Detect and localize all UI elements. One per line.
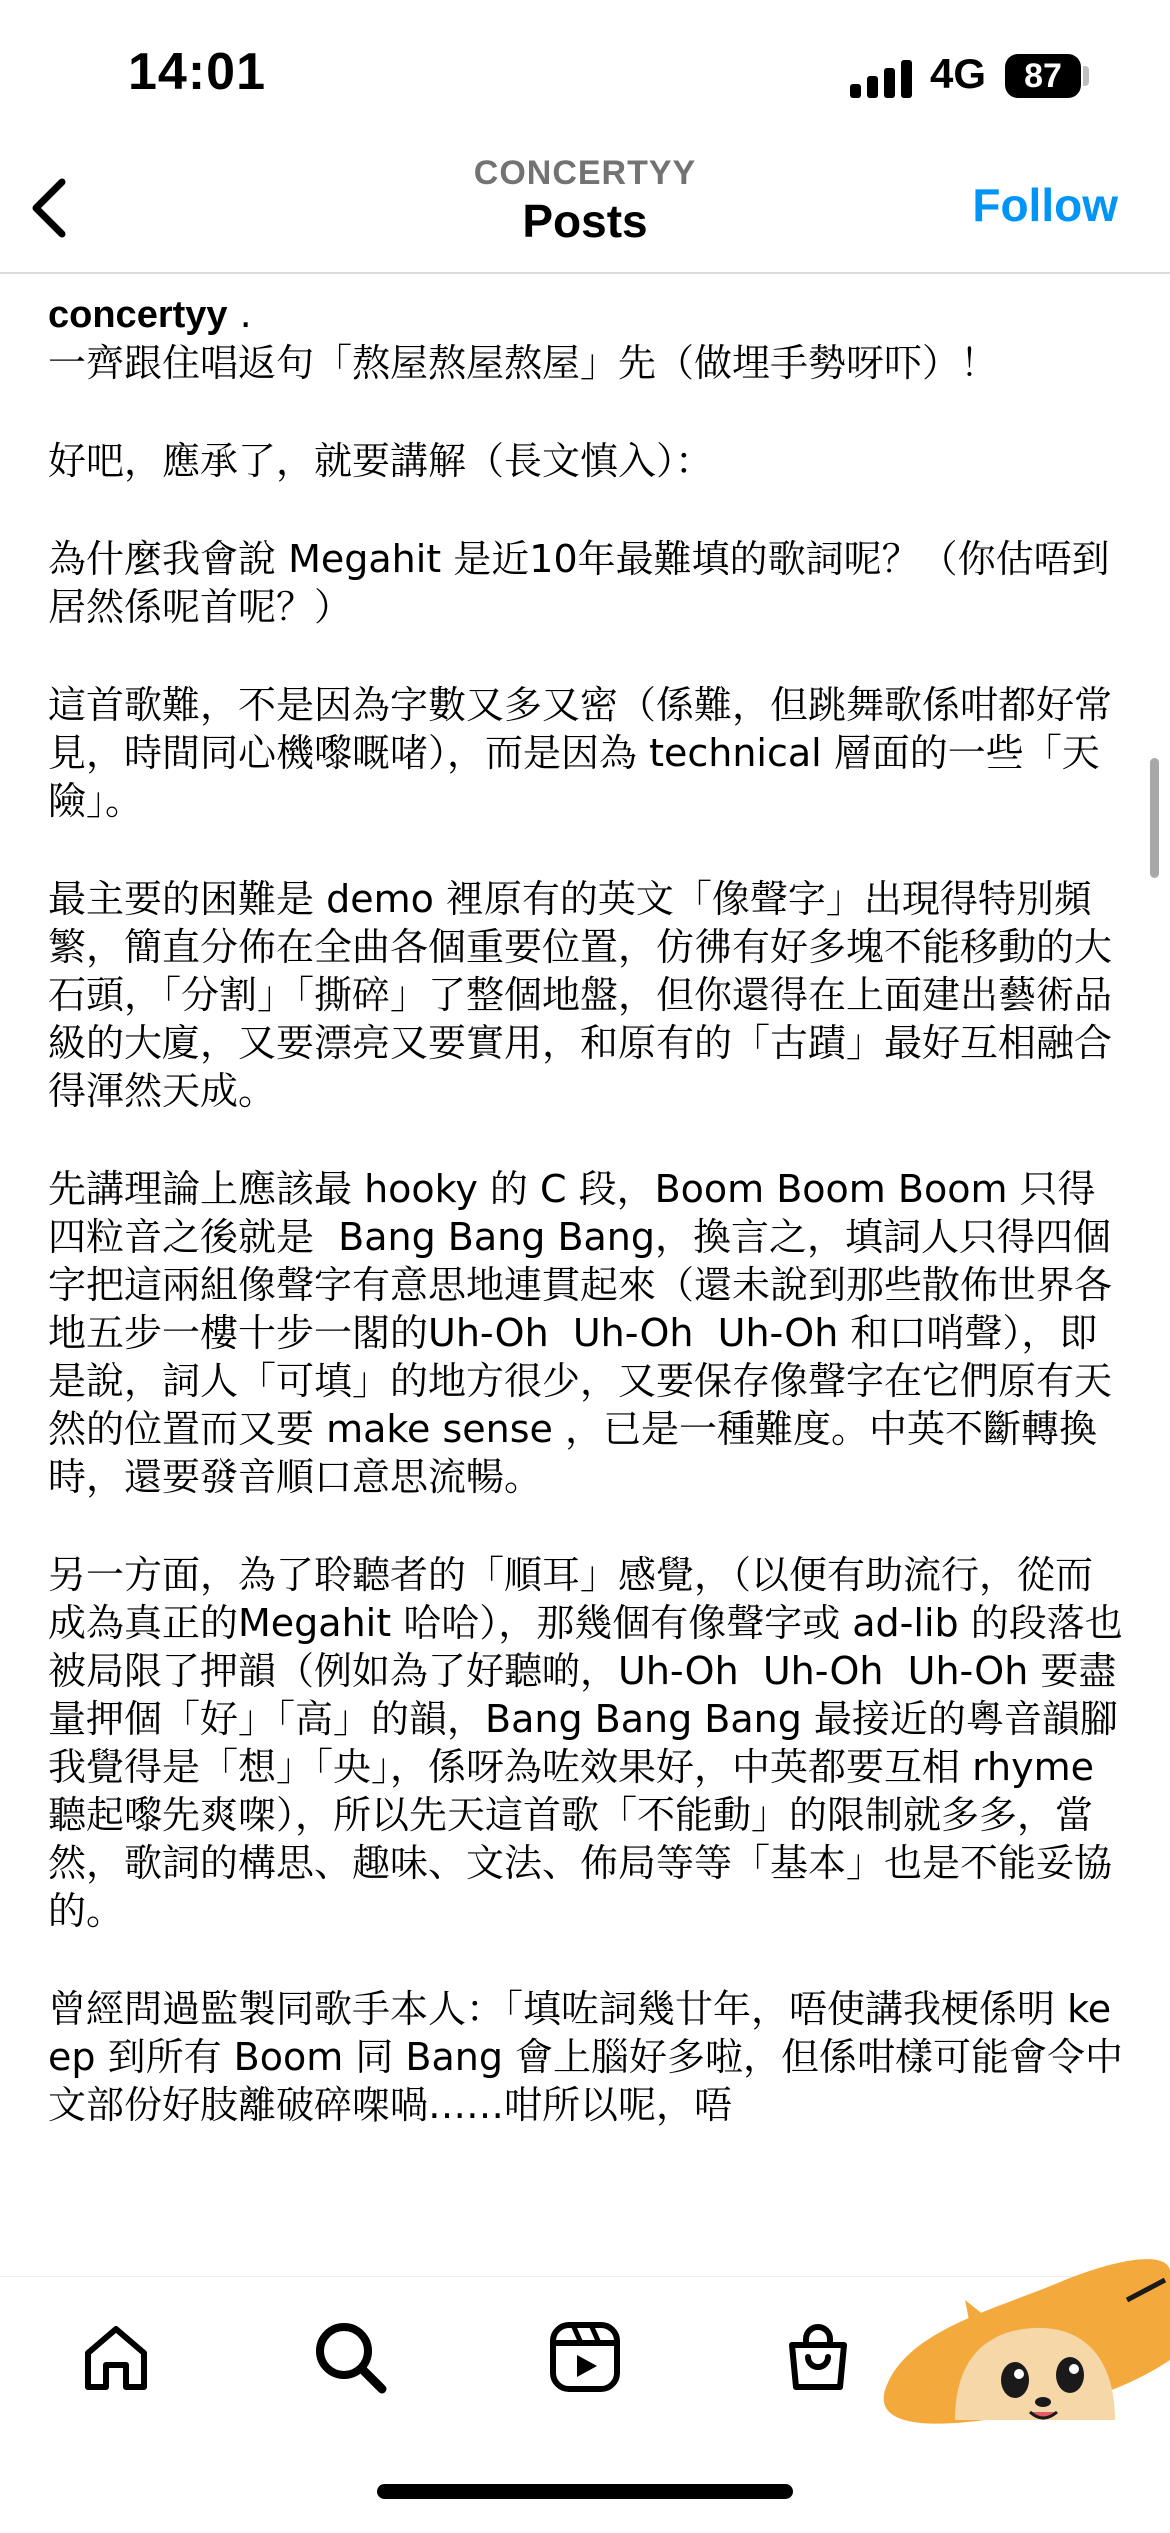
scrollbar[interactable] [1150, 758, 1159, 878]
header [0, 150, 1170, 274]
shiba-sticker-icon [865, 2240, 1170, 2440]
caption-text-1: . 一齊跟住唱返句「熬屋熬屋熬屋」先（做埋手勢呀吓）！ [48, 292, 999, 385]
battery-icon [1005, 54, 1081, 98]
status-bar [0, 0, 1170, 150]
post-caption [48, 290, 1128, 2275]
caption-paragraph-1 [48, 290, 1128, 387]
status-time: 14:01 [128, 43, 266, 101]
caption-paragraph-5: 最主要的困難是 demo 裡原有的英文「像聲字」出現得特別頻繁，簡直分佈在全曲各個重要位置，仿彿有好多塊不能移動的大石頭，「分割」「撕碎」了整個地盤，但你還得在上面建出藝術品級的大廈，又要漂亮又要實用，和原有的「古蹟」最好互相融合得渾然天成。 [48, 877, 1113, 1113]
home-icon [76, 2317, 156, 2397]
caption-paragraph-2: 好吧，應承了，就要講解（長文慎入）： [48, 439, 714, 483]
caption-paragraph-3: 為什麼我會說 Megahit 是近10年最難填的歌詞呢？（你估唔到居然係呢首呢？） [48, 537, 1110, 629]
signal-icon [850, 58, 914, 98]
home-indicator[interactable] [377, 2484, 793, 2499]
tab-shop[interactable] [778, 2317, 858, 2397]
tab-reels[interactable] [545, 2317, 625, 2397]
network-type: 4G [930, 50, 987, 97]
caption-paragraph-4: 這首歌難，不是因為字數又多又密（係難，但跳舞歌係咁都好常見，時間同心機嚟嘅啫），而是因為 technical 層面的一些「天險」。 [48, 683, 1113, 823]
search-icon [310, 2317, 390, 2397]
battery-level: 87 [1024, 56, 1062, 95]
tab-home[interactable] [76, 2317, 156, 2397]
reels-icon [545, 2317, 625, 2397]
username[interactable]: concertyy [48, 294, 228, 336]
battery-cap [1083, 66, 1089, 86]
shop-icon [778, 2317, 858, 2397]
caption-paragraph-6: 先講理論上應該最 hooky 的 C 段，Boom Boom Boom 只得四粒音之後就是 Bang Bang Bang，換言之，填詞人只得四個字把這兩組像聲字有意思地連貫起來（還未說到那些散佈世界各地五步一樓十步一閣的Uh-Oh Uh-Oh Uh-Oh 和口哨聲），即是說，詞人「可填」的地方很少，又要保存像聲字在它們原有天然的位置而又要 make sense ，已是一種難度。中英不斷轉換時，還要發音順口意思流暢。 [48, 1167, 1113, 1499]
tab-search[interactable] [310, 2317, 390, 2397]
account-name[interactable]: CONCERTYY [473, 154, 697, 192]
caption-paragraph-8: 曾經問過監製同歌手本人：「填咗詞幾廿年，唔使講我梗係明 keep 到所有 Boom 同 Bang 會上腦好多啦，但係咁樣可能會令中文部份好肢離破碎㗎喎……咁所以呢，唔 [48, 1987, 1124, 2127]
follow-button[interactable]: Follow [972, 179, 1118, 231]
caption-paragraph-7: 另一方面，為了聆聽者的「順耳」感覺，（以便有助流行，從而成為真正的Megahit 哈哈），那幾個有像聲字或 ad-lib 的段落也被局限了押韻（例如為了好聽啲，Uh-Oh Uh-Oh Uh-Oh 要盡量押個「好」「高」的韻，Bang Bang Bang 最接近的粵音韻腳我覺得是「想」「央」，係呀為咗效果好，中英都要互相 rhyme 聽起嚟先爽㗎），所以先天這首歌「不能動」的限制就多多，當然，歌詞的構思、趣味、文法、佈局等等「基本」也是不能妥協的。 [48, 1553, 1123, 1933]
page-title: Posts [522, 195, 648, 247]
